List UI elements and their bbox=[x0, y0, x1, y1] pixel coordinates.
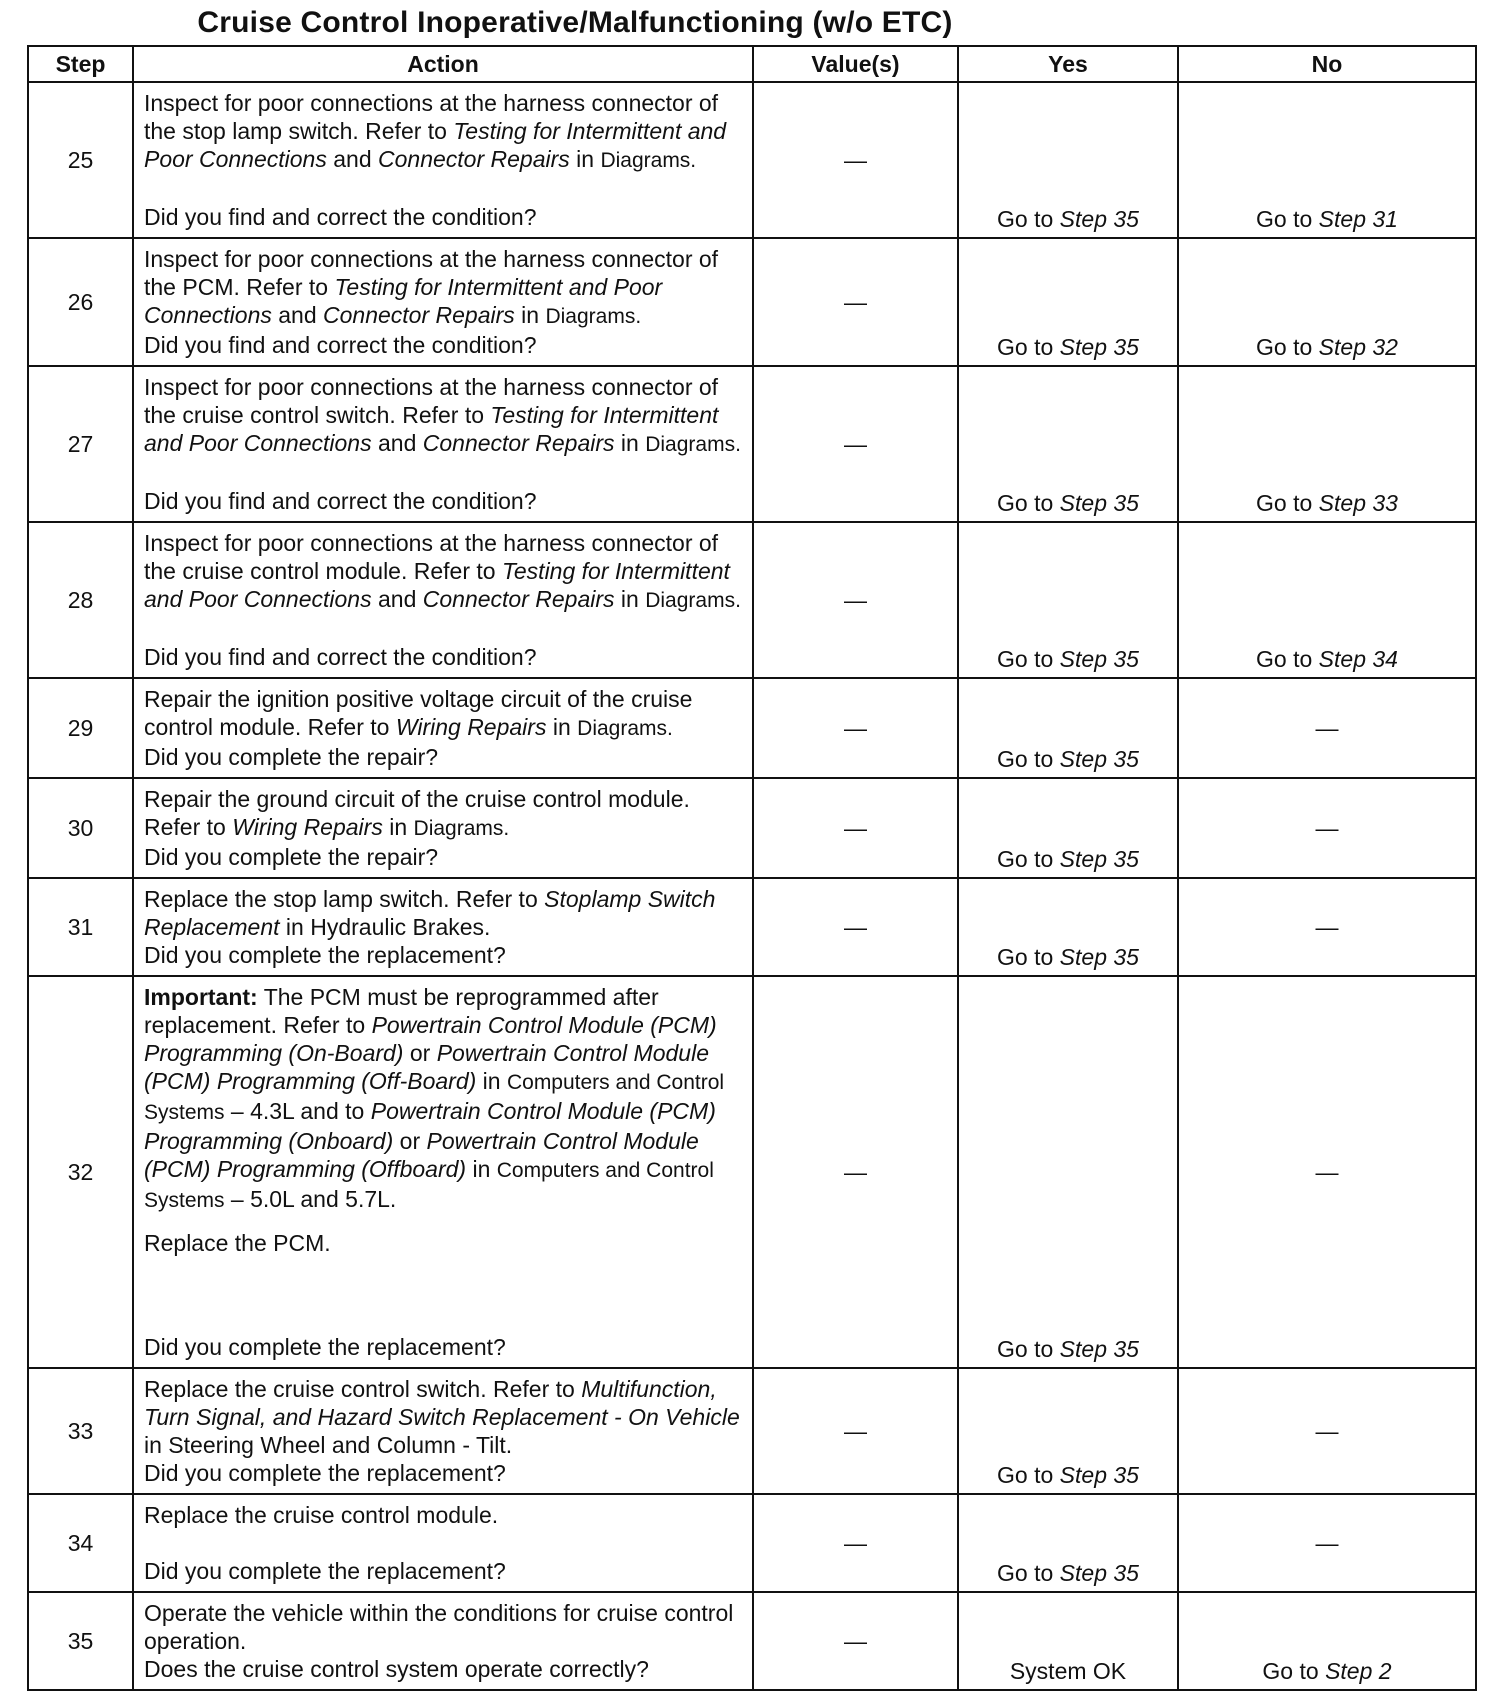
no-cell bbox=[1178, 1592, 1476, 1690]
yes-cell bbox=[958, 238, 1178, 366]
step-reference: Step 35 bbox=[1059, 206, 1139, 232]
value-cell: — bbox=[753, 1368, 958, 1494]
goto-label: Go to bbox=[997, 846, 1060, 872]
table-row bbox=[28, 82, 1476, 238]
goto-label: Go to bbox=[997, 944, 1060, 970]
step-reference: Step 35 bbox=[1059, 490, 1139, 516]
table-row bbox=[28, 976, 1476, 1368]
action-fragment: Diagrams. bbox=[577, 717, 673, 740]
yes-cell bbox=[958, 976, 1178, 1368]
action-cell bbox=[133, 1494, 753, 1592]
goto-label: Go to bbox=[997, 646, 1060, 672]
action-fragment: Diagrams. bbox=[545, 305, 642, 328]
action-fragment: Computers and Control Systems bbox=[144, 1071, 725, 1124]
action-question: Did you find and correct the condition? bbox=[144, 204, 537, 230]
step-number: 26 bbox=[28, 238, 133, 366]
table-row bbox=[28, 1494, 1476, 1592]
action-instruction: Replace the PCM. bbox=[144, 1230, 331, 1256]
step-reference: Step 35 bbox=[1059, 1462, 1139, 1488]
spacer bbox=[144, 1215, 742, 1229]
yes-cell bbox=[958, 82, 1178, 238]
procedure-reference: Testing for Intermittent and Poor Connections bbox=[144, 274, 663, 328]
action-question: Does the cruise control system operate correctly? bbox=[144, 1656, 649, 1682]
spacer bbox=[144, 1257, 742, 1333]
action-fragment: Inspect for poor connections at the harness connector of the cruise control switch. Refer to bbox=[144, 374, 719, 428]
procedure-reference: Testing for Intermittent and Poor Connections bbox=[144, 402, 719, 456]
no-cell: — bbox=[1178, 1494, 1476, 1592]
procedure-reference: Wiring Repairs bbox=[232, 814, 383, 840]
value-cell: — bbox=[753, 1494, 958, 1592]
action-fragment: Computers and Control Systems bbox=[144, 1159, 714, 1212]
action-text bbox=[144, 1375, 742, 1459]
yes-cell bbox=[958, 366, 1178, 522]
action-fragment: in bbox=[514, 302, 546, 328]
yes-cell bbox=[958, 1368, 1178, 1494]
action-question: Did you find and correct the condition? bbox=[144, 332, 537, 358]
action-question: Did you complete the replacement? bbox=[144, 942, 506, 968]
procedure-reference: Connector Repairs bbox=[422, 430, 615, 456]
goto-label: Go to bbox=[997, 1560, 1060, 1586]
no-cell: — bbox=[1178, 678, 1476, 778]
step-number: 35 bbox=[28, 1592, 133, 1690]
step-number: 31 bbox=[28, 878, 133, 976]
action-fragment: and bbox=[271, 302, 324, 328]
value-cell: — bbox=[753, 678, 958, 778]
action-fragment: in bbox=[569, 146, 601, 172]
step-reference: Step 34 bbox=[1318, 646, 1398, 672]
step-reference: Step 35 bbox=[1059, 846, 1139, 872]
goto-label: Go to bbox=[997, 206, 1060, 232]
no-cell bbox=[1178, 82, 1476, 238]
no-cell: — bbox=[1178, 1368, 1476, 1494]
table-row bbox=[28, 1592, 1476, 1690]
action-text bbox=[144, 373, 742, 459]
action-fragment: Replace the cruise control module. bbox=[144, 1502, 499, 1528]
action-text bbox=[144, 89, 742, 175]
value-cell: — bbox=[753, 1592, 958, 1690]
step-number: 28 bbox=[28, 522, 133, 678]
yes-cell bbox=[958, 1494, 1178, 1592]
step-reference: Step 35 bbox=[1059, 334, 1139, 360]
step-reference: Step 33 bbox=[1318, 490, 1398, 516]
action-text bbox=[144, 983, 742, 1215]
table-row bbox=[28, 366, 1476, 522]
spacer bbox=[144, 459, 742, 487]
step-reference: Step 31 bbox=[1318, 206, 1398, 232]
step-reference: Step 35 bbox=[1059, 746, 1139, 772]
action-text bbox=[144, 529, 742, 615]
action-fragment: in bbox=[476, 1068, 507, 1094]
action-fragment: Repair the ignition positive voltage circuit of the cruise control module. Refer to bbox=[144, 686, 693, 740]
action-fragment: or bbox=[403, 1040, 437, 1066]
yes-cell: System OK bbox=[958, 1592, 1178, 1690]
action-text bbox=[144, 1501, 742, 1529]
header-values: Value(s) bbox=[753, 46, 958, 82]
step-number: 27 bbox=[28, 366, 133, 522]
action-fragment: in bbox=[614, 430, 646, 456]
action-fragment: Replace the stop lamp switch. Refer to bbox=[144, 886, 545, 912]
action-text bbox=[144, 885, 742, 941]
goto-label: Go to bbox=[1256, 206, 1319, 232]
step-number: 32 bbox=[28, 976, 133, 1368]
goto-label: Go to bbox=[1256, 334, 1319, 360]
action-fragment: – 4.3L and to bbox=[224, 1098, 371, 1124]
action-cell bbox=[133, 678, 753, 778]
goto-label: Go to bbox=[997, 334, 1060, 360]
yes-cell bbox=[958, 778, 1178, 878]
action-question: Did you complete the replacement? bbox=[144, 1558, 506, 1584]
action-fragment: in bbox=[614, 586, 646, 612]
action-fragment: Diagrams. bbox=[413, 817, 510, 840]
action-question: Did you find and correct the condition? bbox=[144, 644, 537, 670]
spacer bbox=[144, 175, 742, 203]
goto-label: Go to bbox=[1256, 490, 1319, 516]
action-question: Did you find and correct the condition? bbox=[144, 488, 537, 514]
table-row bbox=[28, 1368, 1476, 1494]
procedure-reference: Powertrain Control Module (PCM) Programming (Onboard) bbox=[144, 1098, 716, 1154]
procedure-reference: Wiring Repairs bbox=[395, 714, 547, 740]
action-fragment: in bbox=[382, 814, 414, 840]
value-cell: — bbox=[753, 878, 958, 976]
goto-label: Go to bbox=[1256, 646, 1319, 672]
action-fragment: or bbox=[393, 1128, 427, 1154]
action-fragment: and bbox=[371, 586, 423, 612]
procedure-reference: Stoplamp Switch Replacement bbox=[144, 886, 716, 940]
action-fragment: and bbox=[326, 146, 378, 172]
action-cell bbox=[133, 976, 753, 1368]
step-number: 30 bbox=[28, 778, 133, 878]
procedure-reference: Powertrain Control Module (PCM) Programming (On-Board) bbox=[144, 1012, 717, 1066]
action-cell bbox=[133, 1368, 753, 1494]
action-fragment: in bbox=[466, 1156, 497, 1182]
no-cell bbox=[1178, 366, 1476, 522]
procedure-reference: Powertrain Control Module (PCM) Programming (Off-Board) bbox=[144, 1040, 709, 1094]
action-fragment: Important: bbox=[144, 984, 258, 1010]
step-reference: Step 35 bbox=[1059, 1336, 1139, 1362]
value-cell: — bbox=[753, 778, 958, 878]
value-cell: — bbox=[753, 238, 958, 366]
diagnostic-table bbox=[27, 45, 1477, 1691]
procedure-reference: Powertrain Control Module (PCM) Programming (Offboard) bbox=[144, 1128, 699, 1182]
header-step: Step bbox=[28, 46, 133, 82]
table-row bbox=[28, 522, 1476, 678]
action-cell bbox=[133, 366, 753, 522]
value-cell: — bbox=[753, 82, 958, 238]
action-cell bbox=[133, 238, 753, 366]
table-header-row bbox=[28, 46, 1476, 82]
action-fragment: Inspect for poor connections at the harness connector of the cruise control module. Refer to bbox=[144, 530, 719, 584]
action-cell bbox=[133, 82, 753, 238]
no-cell: — bbox=[1178, 778, 1476, 878]
action-fragment: Inspect for poor connections at the harness connector of the stop lamp switch. Refer to bbox=[144, 90, 719, 144]
action-text bbox=[144, 785, 742, 843]
table-row bbox=[28, 778, 1476, 878]
header-yes: Yes bbox=[958, 46, 1178, 82]
procedure-reference: Testing for Intermittent and Poor Connections bbox=[144, 558, 730, 612]
table-row bbox=[28, 238, 1476, 366]
no-cell bbox=[1178, 522, 1476, 678]
action-question: Did you complete the repair? bbox=[144, 844, 439, 870]
goto-label: Go to bbox=[997, 490, 1060, 516]
goto-label: Go to bbox=[997, 1336, 1060, 1362]
action-fragment: in Steering Wheel and Column - Tilt. bbox=[144, 1432, 513, 1458]
action-fragment: and bbox=[371, 430, 423, 456]
action-fragment: Diagrams. bbox=[645, 433, 741, 456]
action-cell bbox=[133, 522, 753, 678]
table-row bbox=[28, 678, 1476, 778]
step-number: 25 bbox=[28, 82, 133, 238]
value-cell: — bbox=[753, 976, 958, 1368]
yes-cell bbox=[958, 522, 1178, 678]
goto-label: Go to bbox=[997, 746, 1060, 772]
procedure-reference: Connector Repairs bbox=[422, 586, 615, 612]
step-number: 34 bbox=[28, 1494, 133, 1592]
step-number: 29 bbox=[28, 678, 133, 778]
procedure-reference: Connector Repairs bbox=[323, 302, 515, 328]
action-text bbox=[144, 245, 742, 331]
procedure-reference: Multifunction, Turn Signal, and Hazard Switch Replacement - On Vehicle bbox=[144, 1376, 740, 1430]
action-fragment: Diagrams. bbox=[645, 589, 741, 612]
action-fragment: Operate the vehicle within the conditions for cruise control operation. bbox=[144, 1600, 734, 1654]
step-number: 33 bbox=[28, 1368, 133, 1494]
yes-cell bbox=[958, 678, 1178, 778]
yes-cell bbox=[958, 878, 1178, 976]
no-cell bbox=[1178, 238, 1476, 366]
step-reference: Step 35 bbox=[1059, 646, 1139, 672]
step-reference: Step 32 bbox=[1318, 334, 1398, 360]
action-fragment: in Hydraulic Brakes. bbox=[279, 914, 491, 940]
spacer bbox=[144, 615, 742, 643]
action-fragment: Repair the ground circuit of the cruise control module. Refer to bbox=[144, 786, 690, 840]
step-reference: Step 35 bbox=[1059, 944, 1139, 970]
action-fragment: Diagrams. bbox=[600, 149, 697, 172]
spacer bbox=[144, 1529, 742, 1557]
goto-label: Go to bbox=[1262, 1658, 1326, 1684]
goto-label: Go to bbox=[997, 1462, 1060, 1488]
action-fragment: The PCM must be reprogrammed after replacement. Refer to bbox=[144, 984, 659, 1038]
action-fragment: Inspect for poor connections at the harness connector of the PCM. Refer to bbox=[144, 246, 719, 300]
action-question: Did you complete the replacement? bbox=[144, 1334, 506, 1360]
action-fragment: Replace the cruise control switch. Refer to bbox=[144, 1376, 582, 1402]
procedure-reference: Testing for Intermittent and Poor Connections bbox=[144, 118, 727, 172]
action-question: Did you complete the repair? bbox=[144, 744, 439, 770]
step-reference: Step 35 bbox=[1059, 1560, 1139, 1586]
procedure-reference: Connector Repairs bbox=[378, 146, 570, 172]
action-text bbox=[144, 685, 742, 743]
action-question: Did you complete the replacement? bbox=[144, 1460, 506, 1486]
no-cell: — bbox=[1178, 976, 1476, 1368]
action-cell bbox=[133, 878, 753, 976]
action-text bbox=[144, 1599, 742, 1655]
action-cell bbox=[133, 778, 753, 878]
action-fragment: in bbox=[546, 714, 578, 740]
no-cell: — bbox=[1178, 878, 1476, 976]
action-fragment: – 5.0L and 5.7L. bbox=[224, 1186, 397, 1212]
header-no: No bbox=[1178, 46, 1476, 82]
header-action: Action bbox=[133, 46, 753, 82]
action-cell bbox=[133, 1592, 753, 1690]
value-cell: — bbox=[753, 522, 958, 678]
value-cell: — bbox=[753, 366, 958, 522]
table-row bbox=[28, 878, 1476, 976]
step-reference: Step 2 bbox=[1325, 1658, 1392, 1684]
page-title: Cruise Control Inoperative/Malfunctioning (w/o ETC) bbox=[197, 6, 953, 39]
